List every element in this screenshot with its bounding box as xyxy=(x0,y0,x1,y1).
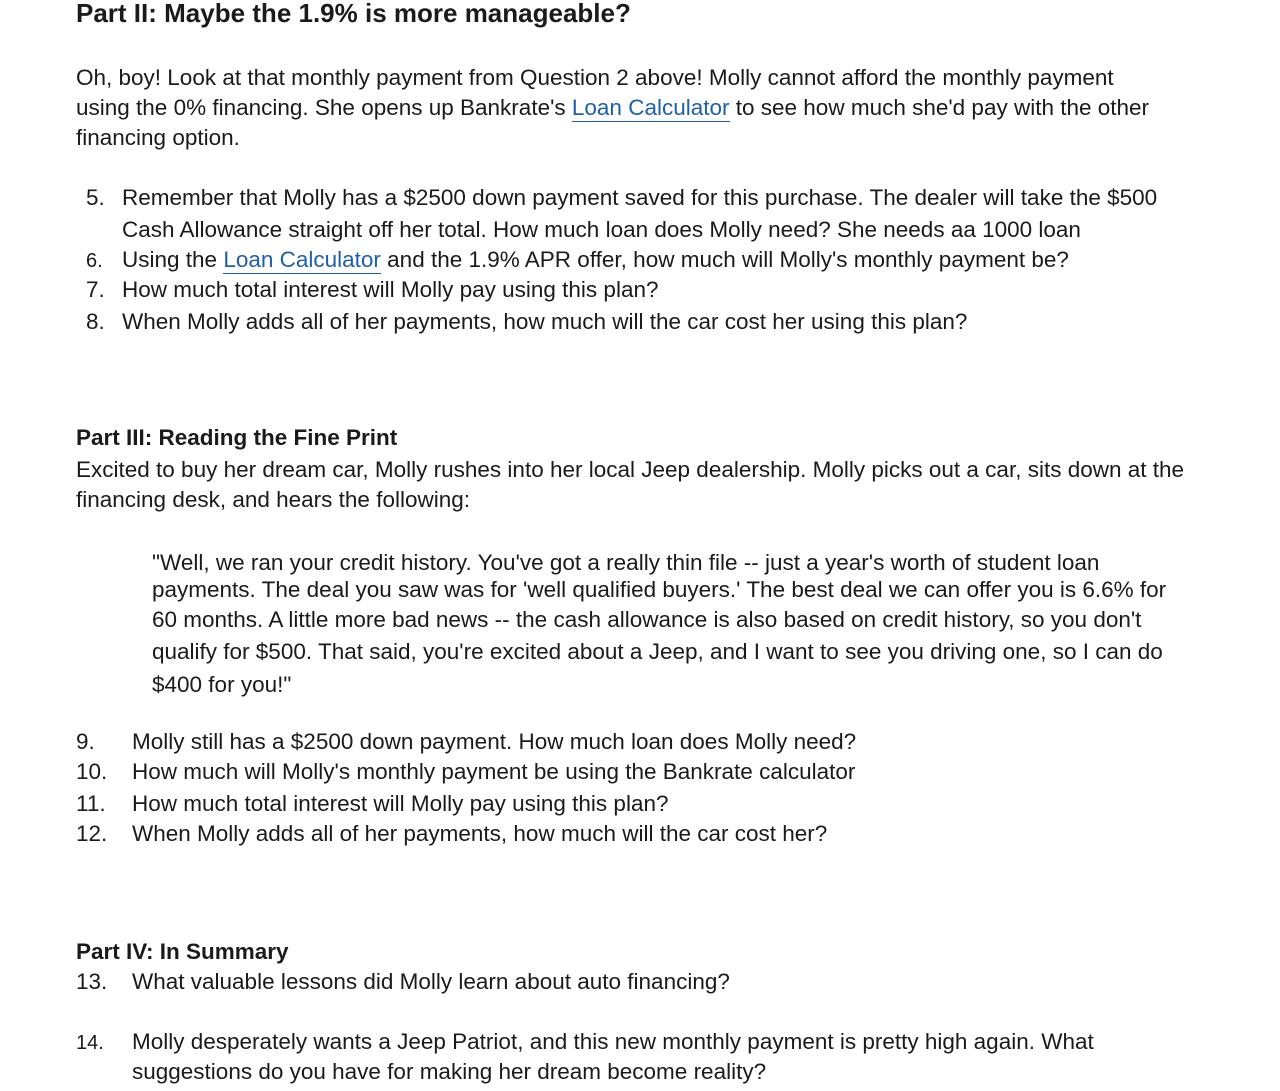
part3-intro-line1: Excited to buy her dream car, Molly rushes into her local Jeep dealership. Molly picks out a car, sits down at the xyxy=(76,457,1185,482)
q9-text: Molly still has a $2500 down payment. How much loan does Molly need? xyxy=(132,729,857,754)
q12-number: 12. xyxy=(76,821,108,846)
q10-number: 10. xyxy=(76,759,108,784)
q6-number: 6. xyxy=(86,250,103,272)
part2-intro-line2 xyxy=(76,93,1149,123)
q8-number: 8. xyxy=(86,309,105,334)
dealer-quote-line3: 60 months. A little more bad news -- the cash allowance is also based on credit history, so you don't xyxy=(152,607,1142,632)
part2-intro-line3: financing option. xyxy=(76,125,240,150)
dealer-quote-line4: qualify for $500. That said, you're excited about a Jeep, and I want to see you driving one, so I can do xyxy=(152,639,1163,664)
q9-number: 9. xyxy=(76,729,95,754)
q7-text: How much total interest will Molly pay using this plan? xyxy=(122,277,659,302)
q11-number: 11. xyxy=(76,791,106,816)
q13-number: 13. xyxy=(76,969,108,994)
part4-heading: Part IV: In Summary xyxy=(76,939,289,964)
part3-heading: Part III: Reading the Fine Print xyxy=(76,425,398,450)
q6-text-post: and the 1.9% APR offer, how much will Molly's monthly payment be? xyxy=(380,247,1069,272)
dealer-quote-line1: "Well, we ran your credit history. You've got a really thin file -- just a year's worth of student loan xyxy=(152,550,1100,575)
part2-intro-text-pre: using the 0% financing. She opens up Bankrate's xyxy=(76,95,572,120)
q11-text: How much total interest will Molly pay using this plan? xyxy=(132,791,669,816)
dealer-quote-line5: $400 for you!" xyxy=(152,672,292,697)
q7-number: 7. xyxy=(86,277,105,302)
q13-text: What valuable lessons did Molly learn about auto financing? xyxy=(132,969,730,994)
q5-line2: Cash Allowance straight off her total. How much loan does Molly need? She needs aa 1000 loan xyxy=(122,217,1081,242)
part2-intro-text-post: to see how much she'd pay with the other xyxy=(729,95,1150,120)
q14-line1: Molly desperately wants a Jeep Patriot, and this new monthly payment is pretty high again. What xyxy=(132,1029,1094,1054)
loan-calculator-link[interactable]: Loan Calculator xyxy=(571,95,730,120)
q6-text-pre: Using the xyxy=(122,247,224,272)
part2-intro-line1: Oh, boy! Look at that monthly payment from Question 2 above! Molly cannot afford the monthly payment xyxy=(76,65,1114,90)
q10-text: How much will Molly's monthly payment be using the Bankrate calculator xyxy=(132,759,856,784)
dealer-quote-line2: payments. The deal you saw was for 'well qualified buyers.' The best deal we can offer you is 6.6% for xyxy=(152,577,1167,602)
q14-number: 14. xyxy=(76,1032,104,1054)
q5-number: 5. xyxy=(86,185,105,210)
loan-calculator-link-2[interactable]: Loan Calculator xyxy=(223,247,381,272)
q14-line2: suggestions do you have for making her dream become reality? xyxy=(132,1059,767,1084)
part2-heading: Part II: Maybe the 1.9% is more manageable? xyxy=(76,0,631,28)
q12-text: When Molly adds all of her payments, how much will the car cost her? xyxy=(132,821,828,846)
q5-line1: Remember that Molly has a $2500 down payment saved for this purchase. The dealer will take the $500 xyxy=(122,185,1158,210)
q6-text xyxy=(122,245,1069,275)
q8-text: When Molly adds all of her payments, how much will the car cost her using this plan? xyxy=(122,309,968,334)
part3-intro-line2: financing desk, and hears the following: xyxy=(76,487,471,512)
